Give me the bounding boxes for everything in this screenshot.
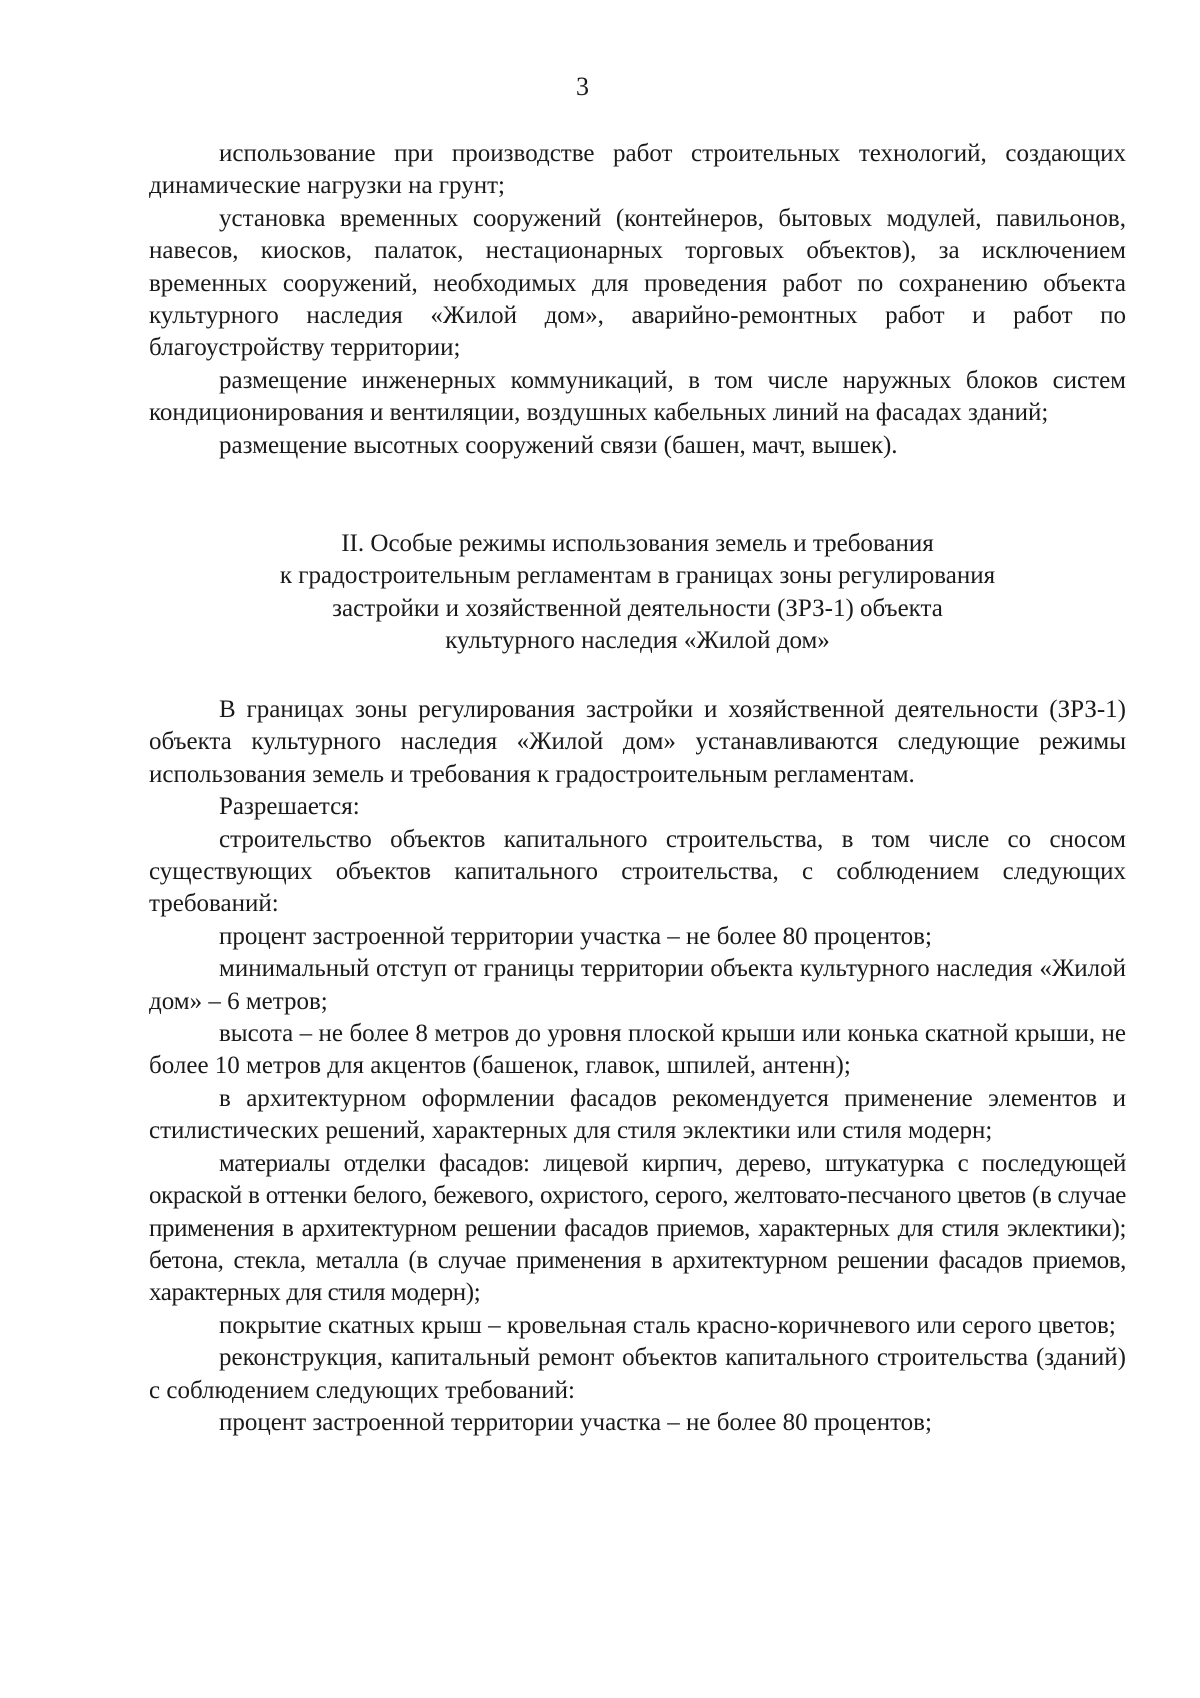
paragraph: размещение высотных сооружений связи (башен, мачт, вышек).	[219, 431, 898, 459]
paragraph: процент застроенной территории участка – не более 80 процентов;	[219, 1408, 932, 1436]
paragraph: В границах зоны регулирования застройки и хозяйственной деятельности (ЗРЗ-1) объекта культурного наследия «Жилой дом» устанавливаются следующие режимы использования земель и требования к градостроительным регламентам.	[149, 696, 1126, 788]
paragraph: размещение инженерных коммуникаций, в том числе наружных блоков систем кондиционирования и вентиляции, воздушных кабельных линий на фасадах зданий;	[149, 366, 1126, 427]
restrictions-list	[149, 138, 1126, 462]
paragraph: реконструкция, капитальный ремонт объектов капитального строительства (зданий) с соблюдением следующих требований:	[149, 1344, 1126, 1404]
section-heading-line: к градостроительным регламентам в границах зоны регулирования	[279, 562, 996, 590]
section-heading-line: застройки и хозяйственной деятельности (ЗРЗ-1) объекта	[332, 594, 943, 622]
paragraph: Разрешается:	[219, 793, 360, 821]
paragraph: установка временных сооружений (контейнеров, бытовых модулей, павильонов, навесов, киосков, палаток, нестационарных торговых объектов), за исключением временных сооружений, необходимых для проведения работ по сохранению объекта культурного наследия «Жилой дом», аварийно-ремонтных работ и работ по благоустройству территории;	[149, 204, 1126, 362]
paragraph: покрытие скатных крыш – кровельная сталь красно-коричневого или серого цветов;	[219, 1311, 1116, 1339]
paragraph: минимальный отступ от границы территории объекта культурного наследия «Жилой дом» – 6 метров;	[149, 955, 1126, 1015]
page-number: 3	[576, 72, 589, 101]
paragraph: высота – не более 8 метров до уровня плоской крыши или конька скатной крыши, не более 10 метров для акцентов (башенок, главок, шпилей, антенн);	[149, 1020, 1126, 1080]
section-heading-line: II. Особые режимы использования земель и требования	[341, 530, 934, 557]
paragraph: использование при производстве работ строительных технологий, создающих динамические нагрузки на грунт;	[149, 140, 1126, 200]
section-body	[149, 694, 1126, 1439]
paragraph: в архитектурном оформлении фасадов рекомендуется применение элементов и стилистических решений, характерных для стиля эклектики или стиля модерн;	[149, 1084, 1126, 1145]
section-heading-line: культурного наследия «Жилой дом»	[445, 627, 830, 655]
section-heading	[149, 528, 1126, 658]
paragraph: процент застроенной территории участка – не более 80 процентов;	[219, 922, 932, 950]
paragraph: строительство объектов капитального строительства, в том числе со сносом существующих объектов капитального строительства, с соблюдением следующих требований:	[149, 825, 1126, 918]
paragraph: материалы отделки фасадов: лицевой кирпич, дерево, штукатурка с последующей окраской в оттенки белого, бежевого, охристого, серого, желтовато-песчаного цветов (в случае применения в архитектурном решении фасадов приемов, характерных для стиля эклектики); бетона, стекла, металла (в случае применения в архитектурном решении фасадов приемов, характерных для стиля модерн);	[149, 1149, 1126, 1307]
